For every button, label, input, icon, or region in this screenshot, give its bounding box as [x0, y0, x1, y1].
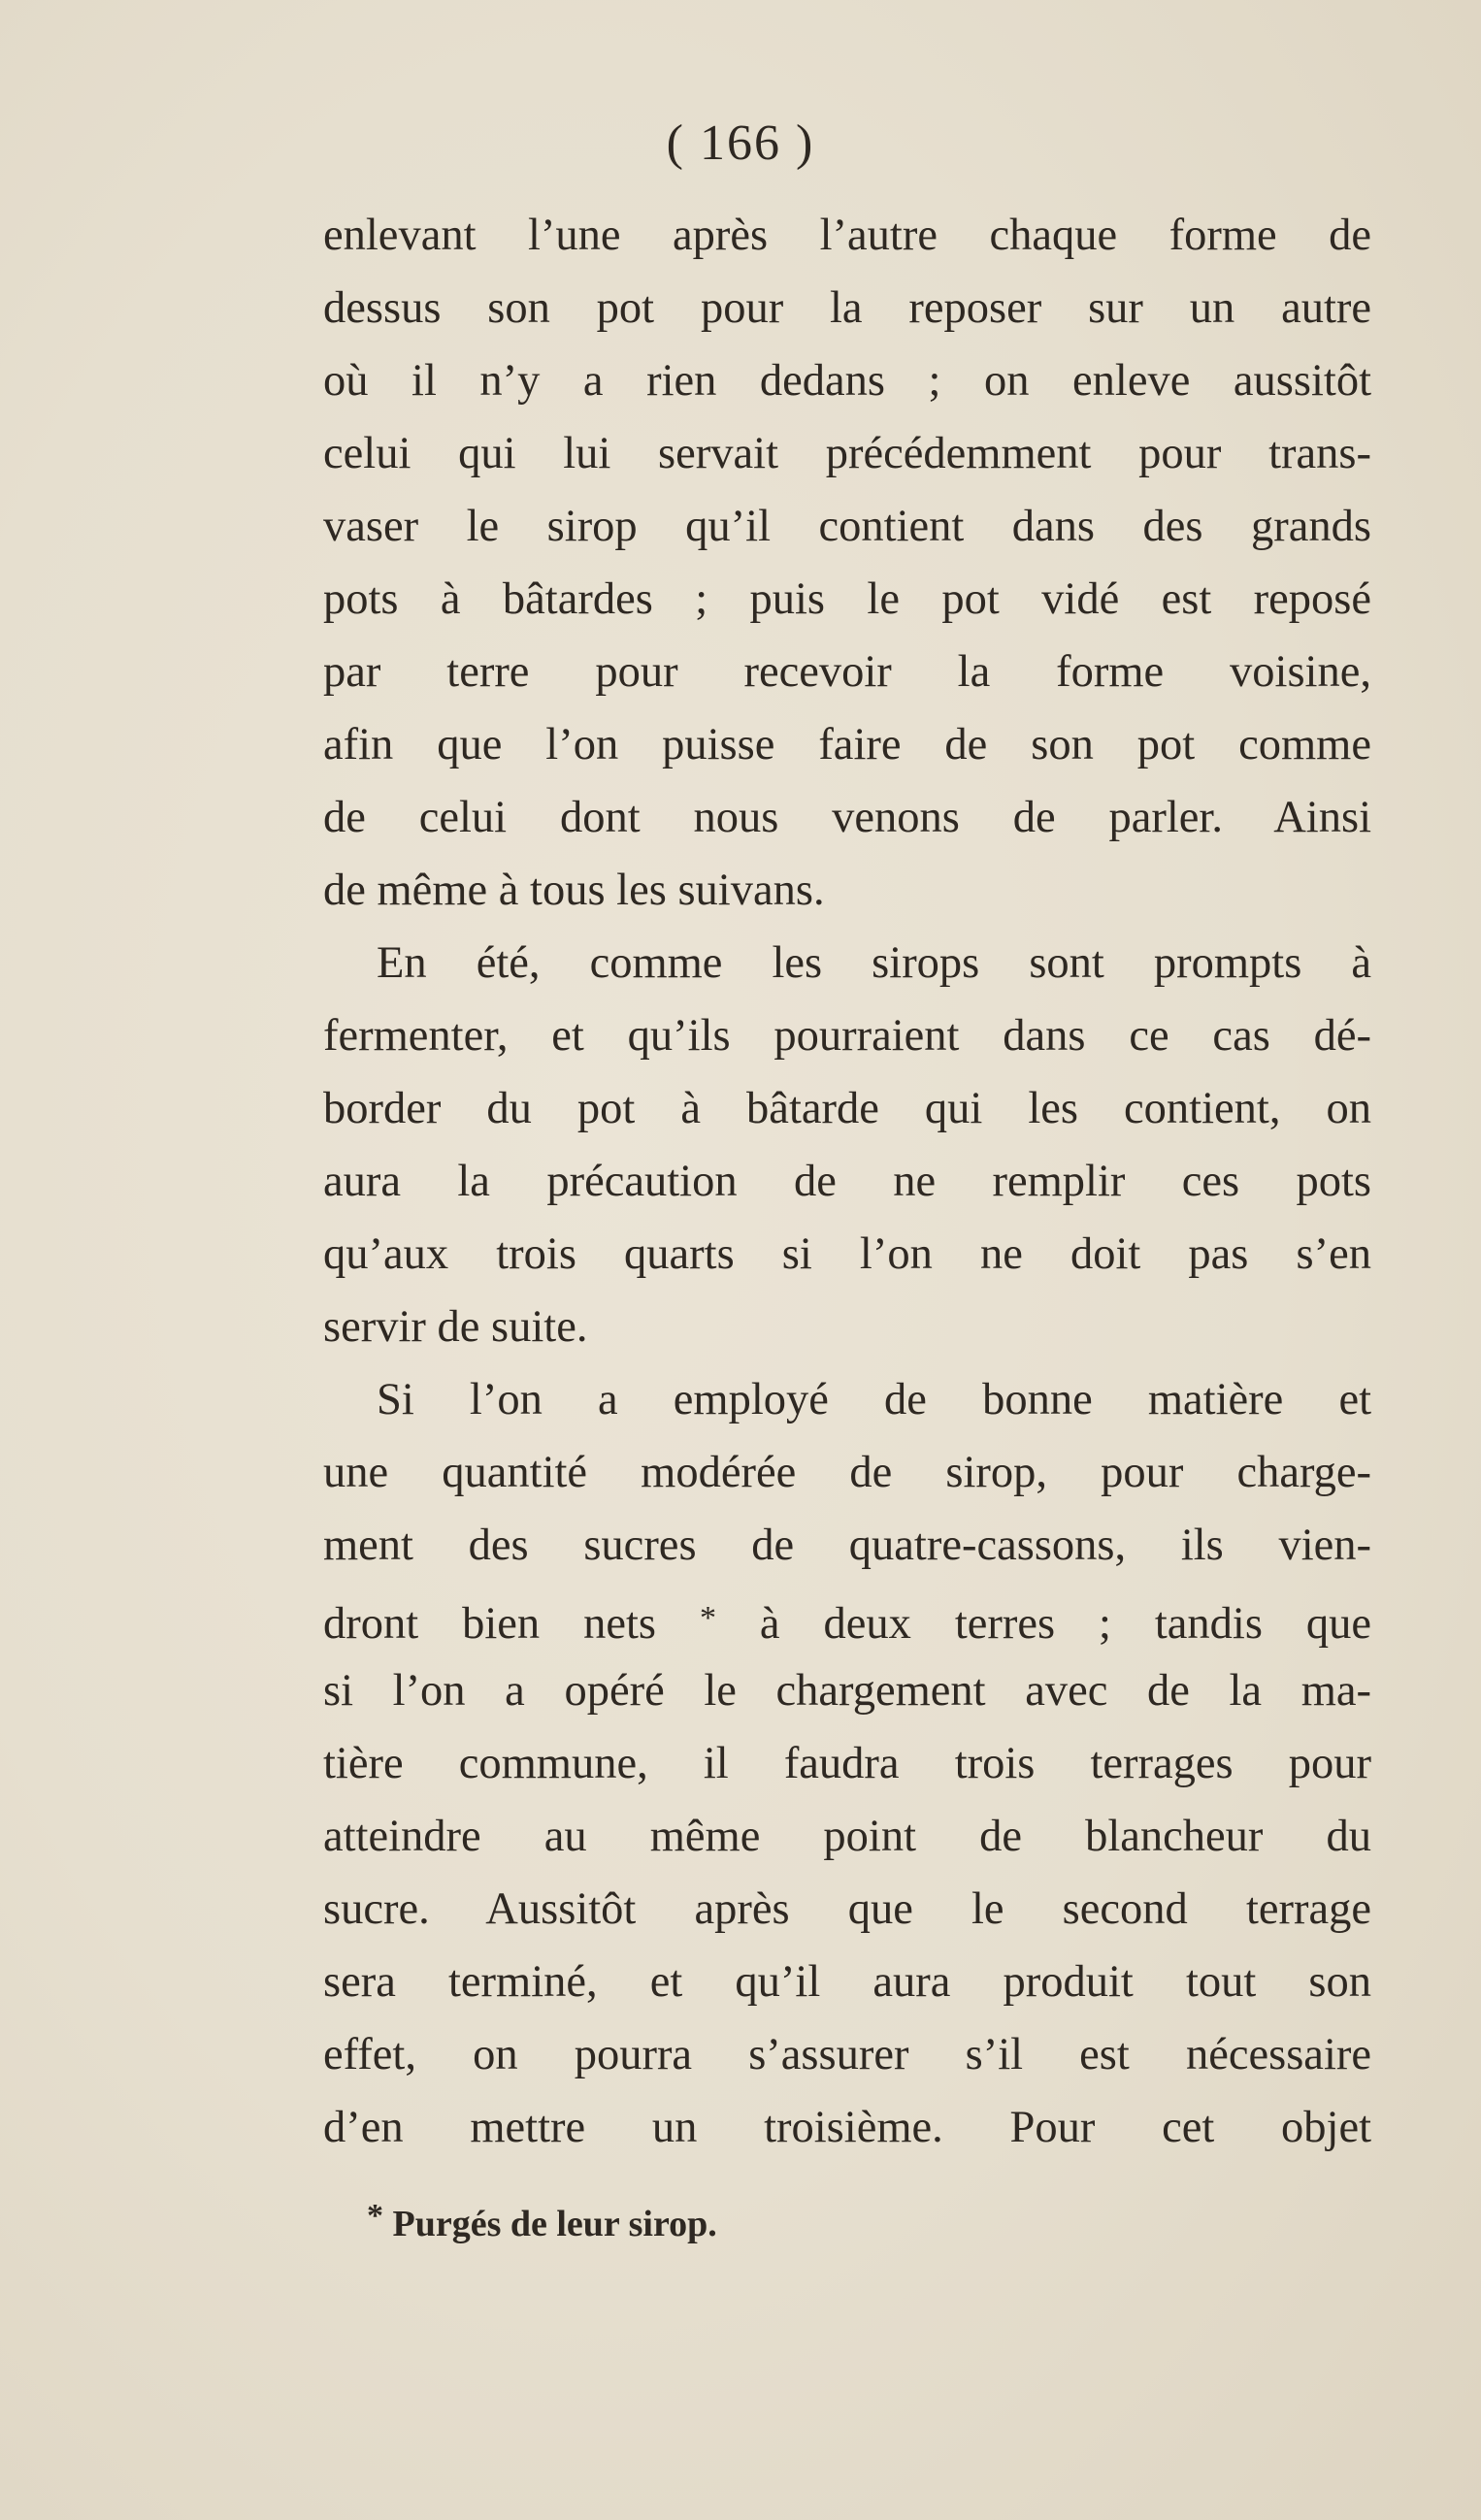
text-line: afin que l’on puisse faire de son pot comme [323, 720, 1371, 769]
paragraph-2 [323, 927, 1371, 1363]
text-line: de celui dont nous venons de parler. Ainsi [323, 793, 1371, 842]
text-line: enlevant l’une après l’autre chaque forme de [323, 211, 1371, 260]
text-line: ment des sucres de quatre-cassons, ils vien- [323, 1521, 1371, 1570]
footnote-marker: * [367, 2198, 383, 2234]
text-line: où il n’y a rien dedans ; on enleve aussitôt [323, 356, 1371, 406]
page-number: ( 166 ) [666, 115, 815, 171]
text-line: celui qui lui servait précédemment pour trans- [323, 429, 1371, 478]
text-fragment: à deux terres ; tandis que [759, 1599, 1372, 1649]
footnote-reference: * [699, 1600, 716, 1636]
text-line: une quantité modérée de sirop, pour charge- [323, 1448, 1371, 1497]
text-line: de même à tous les suivans. [323, 866, 825, 915]
text-line: tière commune, il faudra trois terrages pour [323, 1739, 1371, 1788]
text-line: aura la précaution de ne remplir ces pots [323, 1157, 1371, 1206]
paragraph-3 [323, 1363, 1371, 2164]
text-line: vaser le sirop qu’il contient dans des grands [323, 502, 1371, 551]
footnote [367, 2198, 717, 2245]
text-line: En été, comme les sirops sont prompts à [377, 938, 1371, 988]
text-line: servir de suite. [323, 1302, 588, 1352]
text-line: si l’on a opéré le chargement avec de la ma- [323, 1666, 1371, 1716]
footnote-text: Purgés de leur sirop. [392, 2204, 717, 2244]
text-line: dessus son pot pour la reposer sur un autre [323, 283, 1371, 333]
text-line: pots à bâtardes ; puis le pot vidé est reposé [323, 574, 1371, 624]
text-line-with-footnote-ref [323, 1582, 1371, 1654]
text-line: sucre. Aussitôt après que le second terrage [323, 1884, 1371, 1934]
paragraph-1 [323, 199, 1371, 927]
text-line: border du pot à bâtarde qui les contient, on [323, 1084, 1371, 1133]
text-fragment: dront bien nets [323, 1599, 656, 1649]
body-text [323, 199, 1371, 2164]
text-line: effet, on pourra s’assurer s’il est nécessaire [323, 2030, 1371, 2079]
text-line: qu’aux trois quarts si l’on ne doit pas s’en [323, 1229, 1371, 1279]
text-line: sera terminé, et qu’il aura produit tout son [323, 1957, 1371, 2007]
text-line: Si l’on a employé de bonne matière et [377, 1375, 1371, 1424]
text-line: d’en mettre un troisième. Pour cet objet [323, 2103, 1371, 2152]
text-line: fermenter, et qu’ils pourraient dans ce cas dé- [323, 1011, 1371, 1061]
text-line: par terre pour recevoir la forme voisine, [323, 647, 1371, 697]
text-line: atteindre au même point de blancheur du [323, 1812, 1371, 1861]
